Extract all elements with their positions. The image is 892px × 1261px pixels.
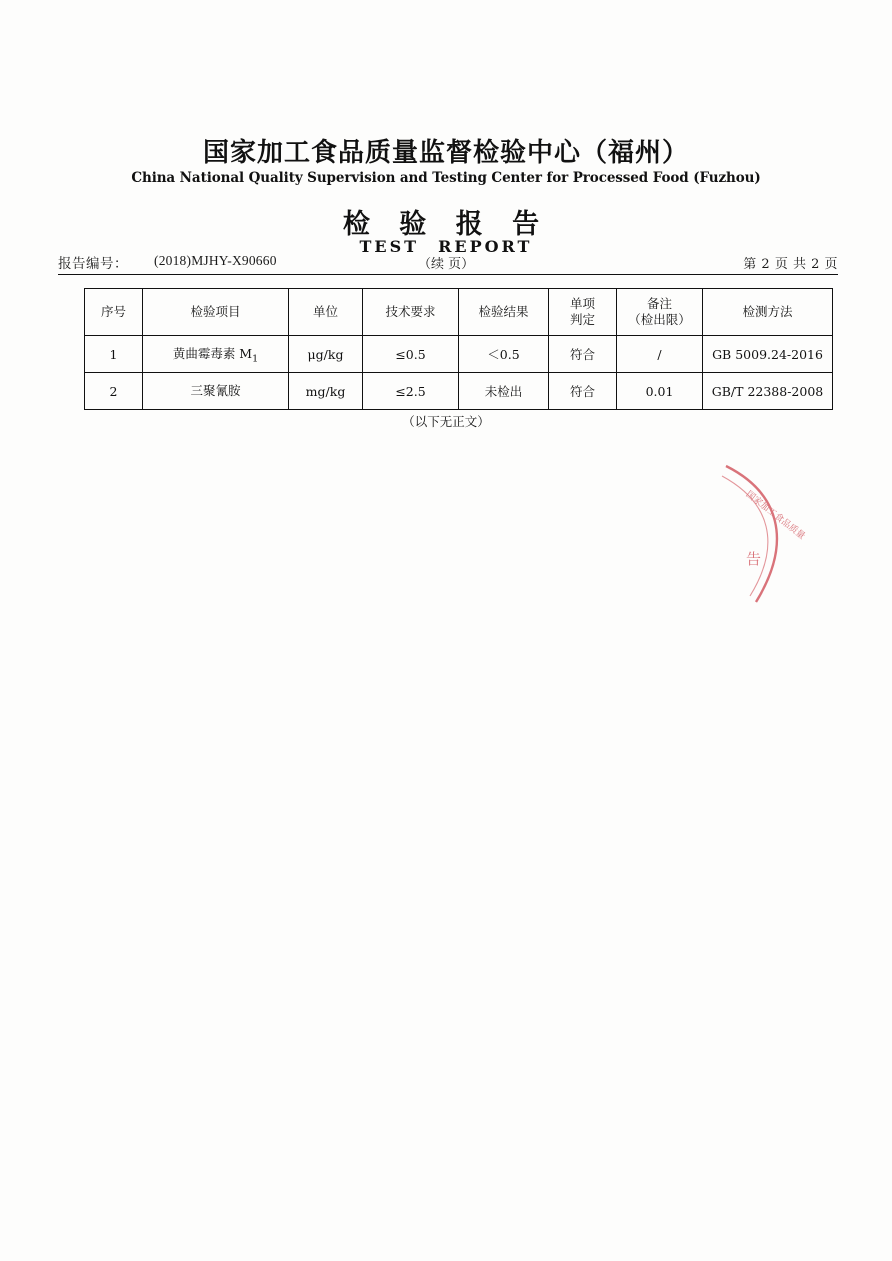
document-title-en: TEST REPORT xyxy=(359,237,533,256)
seal-main-text: 告 xyxy=(746,550,763,568)
column-header-item: 检验项目 xyxy=(143,289,289,336)
column-header-remark xyxy=(617,289,703,336)
document-title-cn: 检 验 报 告 xyxy=(342,209,550,240)
column-header-judgement xyxy=(549,289,617,336)
column-header-remark-line2: （检出限） xyxy=(628,312,691,327)
cell-item-subscript: 1 xyxy=(252,353,259,365)
cell-unit: mg/kg xyxy=(289,373,363,410)
header-divider xyxy=(58,274,838,275)
column-header-unit: 单位 xyxy=(289,289,363,336)
organization-title-en: China National Quality Supervision and Testing Center for Processed Food (Fuzhou) xyxy=(131,170,761,186)
continued-page-marker: （续 页） xyxy=(418,257,475,272)
table-header-row xyxy=(85,289,833,336)
report-number-value: (2018)MJHY-X90660 xyxy=(154,253,277,268)
cell-requirement: ≤0.5 xyxy=(363,336,459,373)
cell-remark: / xyxy=(617,336,703,373)
organization-title-cn: 国家加工食品质量监督检验中心（福州） xyxy=(202,138,689,168)
cell-judgement: 符合 xyxy=(549,373,617,410)
cell-item xyxy=(143,336,289,373)
cell-remark: 0.01 xyxy=(617,373,703,410)
cell-result: ＜0.5 xyxy=(459,336,549,373)
table-row xyxy=(85,336,833,373)
cell-result: 未检出 xyxy=(459,373,549,410)
column-header-judgement-line2: 判定 xyxy=(569,312,595,327)
test-results-table-wrapper xyxy=(84,288,824,410)
report-meta-row xyxy=(58,252,838,272)
cell-no: 2 xyxy=(85,373,143,410)
cell-item-text: 三聚氰胺 xyxy=(190,382,241,398)
seal-arc-text: 国家加工食品质量 xyxy=(743,489,807,542)
test-results-table xyxy=(84,288,833,410)
cell-no: 1 xyxy=(85,336,143,373)
column-header-result: 检验结果 xyxy=(459,289,549,336)
cell-judgement: 符合 xyxy=(549,336,617,373)
column-header-no: 序号 xyxy=(85,289,143,336)
cell-requirement: ≤2.5 xyxy=(363,373,459,410)
report-number-label: 报告编号： xyxy=(58,256,128,272)
cell-method: GB 5009.24-2016 xyxy=(703,336,833,373)
table-row xyxy=(85,373,833,410)
end-of-text-note: （以下无正文） xyxy=(402,414,490,429)
column-header-requirement: 技术要求 xyxy=(363,289,459,336)
column-header-method: 检测方法 xyxy=(703,289,833,336)
seal-arc-shape xyxy=(716,462,794,610)
column-header-judgement-line1: 单项 xyxy=(569,296,595,312)
official-seal-stamp xyxy=(716,462,807,610)
pagination-label: 第 2 页 共 2 页 xyxy=(743,257,838,272)
cell-method: GB/T 22388-2008 xyxy=(703,373,833,410)
column-header-remark-line1: 备注 xyxy=(646,296,672,312)
cell-item-text: 黄曲霉毒素 M xyxy=(172,345,253,361)
cell-item xyxy=(143,373,289,410)
cell-unit: μg/kg xyxy=(289,336,363,373)
